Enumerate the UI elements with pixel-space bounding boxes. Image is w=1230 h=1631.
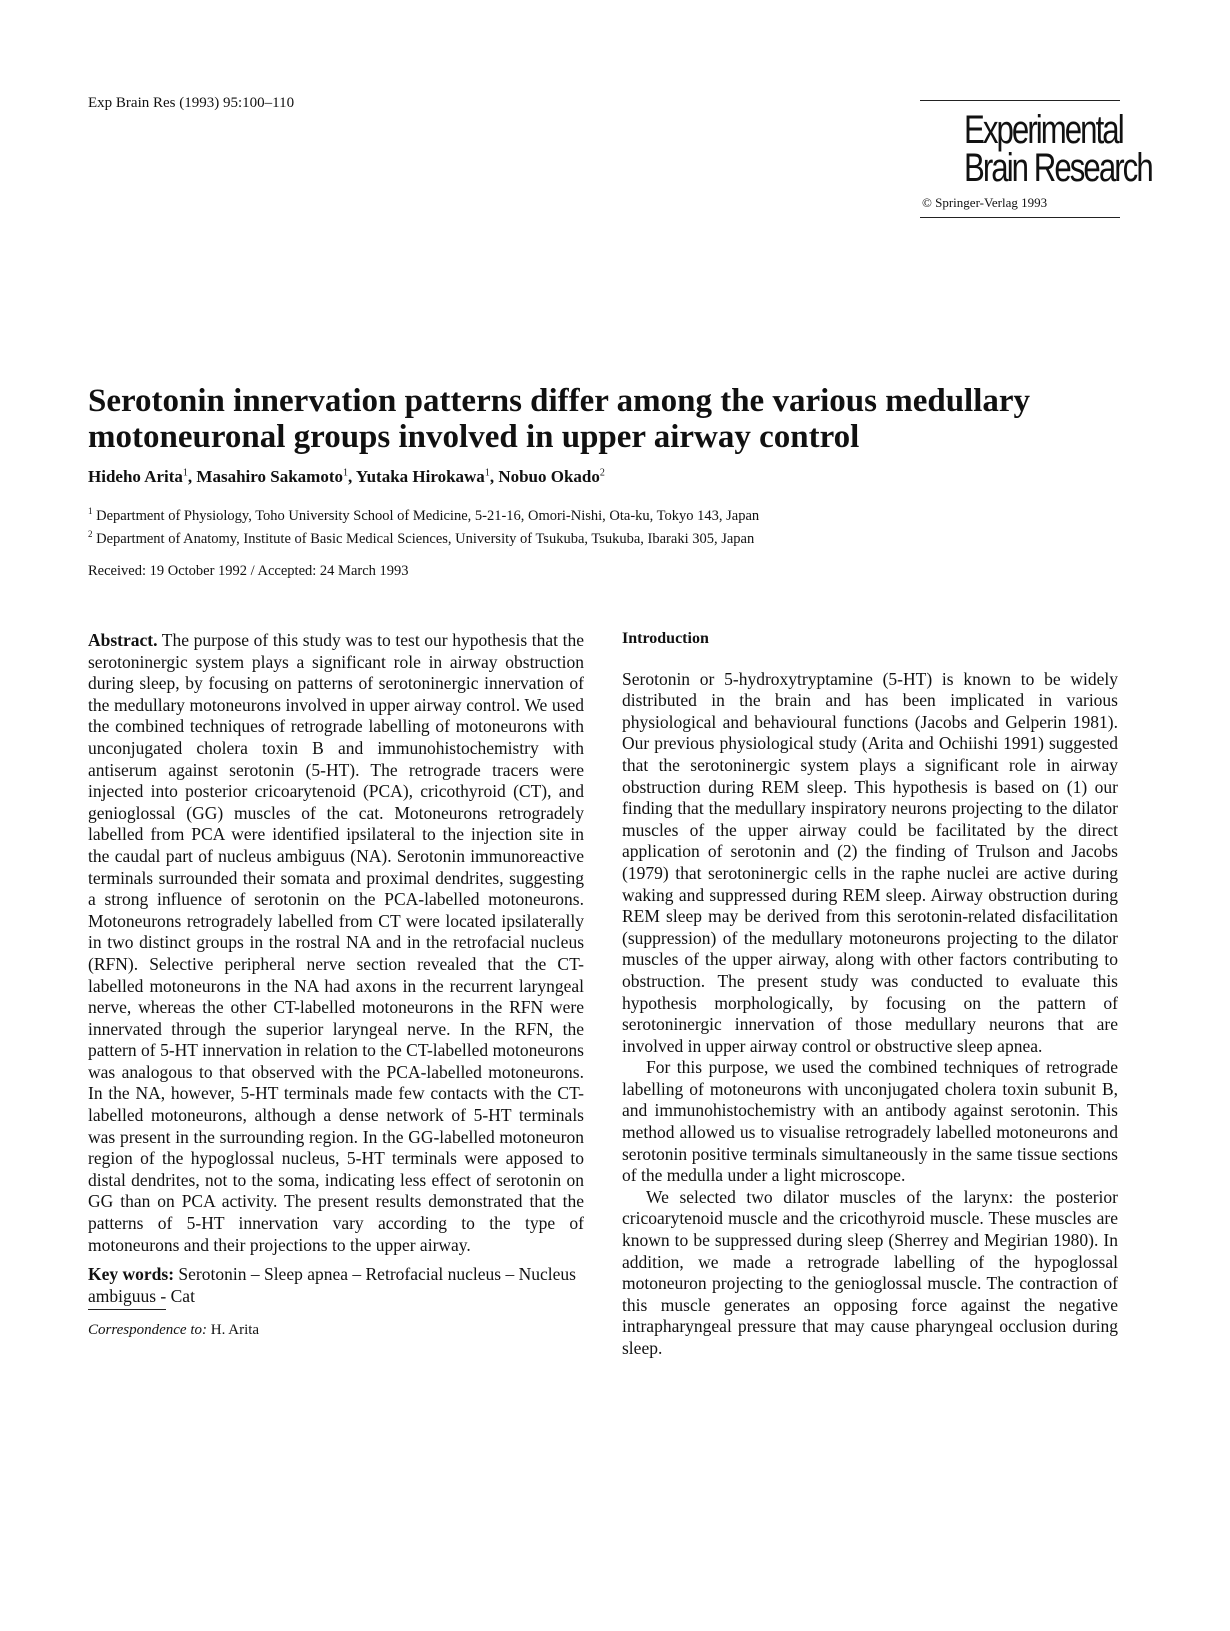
intro-paragraph: We selected two dilator muscles of the larynx: the posterior cricoarytenoid muscle and the cricothyroid muscle. These muscles are known to be suppressed during sleep (Sherrey and Megirian 1980). In addition, we made a retrograde labelling of the hypoglossal motoneuron projecting to the genioglossal muscle. The contraction of this muscle generates an opposing force against the negative intrapharyngeal pressure that may cause pharyngeal occlusion during sleep. <box>622 1186 1118 1358</box>
abstract <box>88 630 584 1256</box>
keywords <box>88 1264 584 1307</box>
footnote-rule <box>88 1309 166 1310</box>
affiliation-item <box>88 525 759 548</box>
author-affiliation-mark: 1 <box>182 467 188 479</box>
section-heading-introduction: Introduction <box>622 630 709 647</box>
author-affiliation-mark: 1 <box>342 467 348 479</box>
left-column <box>88 630 584 1342</box>
article-title: Serotonin innervation patterns differ among the various medullary motoneuronal groups involved in upper airway control <box>88 383 1031 455</box>
author-separator: , <box>187 467 197 486</box>
author-separator: , <box>489 467 499 486</box>
journal-name-line2: Brain Research <box>964 146 1152 190</box>
author-name: Yutaka Hirokawa <box>355 467 485 486</box>
author-name: Masahiro Sakamoto <box>196 467 343 486</box>
abstract-label: Abstract. <box>88 630 158 650</box>
right-column <box>622 630 1118 1360</box>
author-affiliation-mark: 2 <box>599 467 605 479</box>
masthead-top-rule <box>920 100 1120 101</box>
journal-masthead <box>920 100 1152 218</box>
author-name: Hideho Arita <box>88 467 183 486</box>
affiliation-item <box>88 502 759 525</box>
copyright-notice: © Springer-Verlag 1993 <box>922 195 1048 210</box>
journal-name-line1: Experimental <box>964 108 1123 152</box>
keywords-label: Key words: <box>88 1264 175 1285</box>
affiliation-mark: 1 <box>88 506 93 516</box>
author-separator: , <box>347 467 356 486</box>
journal-logo <box>964 108 1152 190</box>
affiliation-text: Department of Anatomy, Institute of Basic Medical Sciences, University of Tsukuba, Tsukuba, Ibaraki 305, Japan <box>92 530 755 547</box>
intro-paragraph: Serotonin or 5-hydroxytryptamine (5-HT) is known to be widely distributed in the brain and has been implicated in various physiological and behavioural functions (Jacobs and Gelperin 1981). Our previous physiological study (Arita and Ochiishi 1991) suggested that the serotoninergic system plays a significant role in airway obstruction during REM sleep. This hypothesis is based on (1) our finding that the medullary inspiratory neurons projecting to the dilator muscles of the upper airway could be facilitated by the direct application of serotonin and (2) the finding of Trulson and Jacobs (1979) that serotoninergic cells in the raphe nuclei are active during waking and suppressed during REM sleep. Airway obstruction during REM sleep may be derived from this serotonin-related disfacilitation (suppression) of the medullary motoneurons projecting to the dilator muscles of the upper airway, along with other factors contributing to obstruction. The present study was conducted to evaluate this hypothesis morphologically, by focusing on the pattern of serotoninergic innervation of those medullary neurons that are involved in upper airway control or obstructive sleep apnea. <box>622 668 1118 1056</box>
intro-paragraph: For this purpose, we used the combined techniques of retrograde labelling of motoneurons with unconjugated cholera toxin subunit B, and immunohistochemistry with an antibody against serotonin. This method allowed us to visualise retrogradely labelled motoneurons and serotonin positive terminals simultaneously in the same tissue sections of the medulla under a light microscope. <box>622 1057 1118 1186</box>
correspondence-label: Correspondence to: <box>88 1322 208 1339</box>
masthead-bottom-rule <box>920 217 1120 218</box>
author-list <box>88 467 605 487</box>
journal-citation: Exp Brain Res (1993) 95:100–110 <box>88 95 295 111</box>
author-affiliation-mark: 1 <box>484 467 490 479</box>
affiliation-text: Department of Physiology, Toho University School of Medicine, 5-21-16, Omori-Nishi, Ota-ku, Tokyo 143, Japan <box>92 507 760 524</box>
abstract-text: The purpose of this study was to test our hypothesis that the serotoninergic system plays a significant role in airway obstruction during sleep, by focusing on patterns of serotoninergic innervation of the medullary motoneurons involved in upper airway control. We used the combined techniques of retrograde labelling of motoneurons with unconjugated cholera toxin B and immunohistochemistry with antiserum against serotonin (5-HT). The retrograde tracers were injected into posterior cricoarytenoid (PCA), cricothyroid (CT), and genioglossal (GG) muscles of the cat. Motoneurons retrogradely labelled from PCA were identified ipsilateral to the injection site in the caudal part of nucleus ambiguus (NA). Serotonin immunoreactive terminals surrounded their somata and proximal dendrites, suggesting a strong influence of serotonin on the PCA-labelled motoneurons. Motoneurons retrogradely labelled from CT were located ipsilaterally in two distinct groups in the rostral NA and in the retrofacial nucleus (RFN). Selective peripheral nerve section revealed that the CT-labelled motoneurons in the NA had axons in the recurrent laryngeal nerve, whereas the other CT-labelled motoneurons in the RFN were innervated through the superior laryngeal nerve. In the RFN, the pattern of 5-HT innervation in relation to the CT-labelled motoneurons was analogous to that observed with the PCA-labelled motoneurons. In the NA, however, 5-HT terminals made few contacts with the CT-labelled motoneurons, although a dense network of 5-HT terminals was present in the surrounding region. In the GG-labelled motoneuron region of the hypoglossal nucleus, 5-HT terminals were apposed to distal dendrites, not to the soma, indicating less effect of serotonin on GG than on PCA activity. The present results demonstrated that the patterns of 5-HT innervation vary according to the type of motoneurons and their projections to the upper airway. <box>88 630 584 1255</box>
correspondence-name: H. Arita <box>207 1322 260 1339</box>
received-accepted-dates: Received: 19 October 1992 / Accepted: 24 March 1993 <box>88 563 409 579</box>
author-name: Nobuo Okado <box>498 467 600 486</box>
correspondence <box>88 1320 584 1342</box>
affiliations <box>88 502 759 548</box>
keywords-text: Serotonin – Sleep apnea – Retrofacial nucleus – Nucleus ambiguus - Cat <box>88 1264 576 1306</box>
affiliation-mark: 2 <box>88 528 93 539</box>
